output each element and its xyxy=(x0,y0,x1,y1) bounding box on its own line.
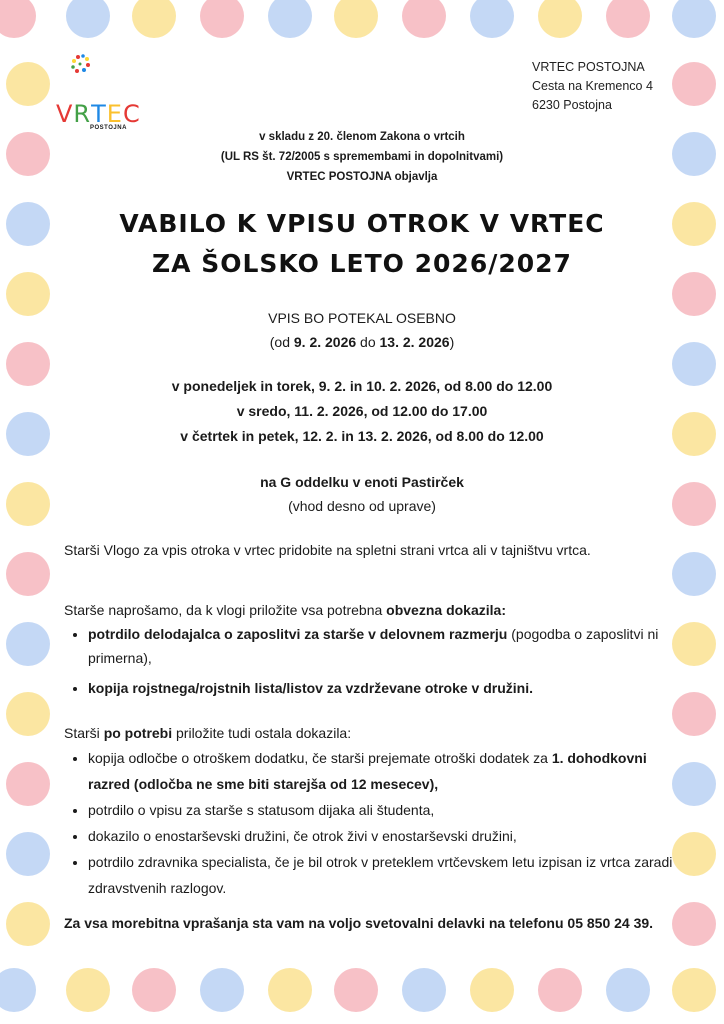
decor-dot xyxy=(268,0,312,38)
decor-dot xyxy=(672,552,716,596)
list-item xyxy=(88,745,676,797)
enrollment-heading: VPIS BO POTEKAL OSEBNO xyxy=(268,310,456,326)
required-list xyxy=(64,622,676,700)
decor-dot xyxy=(538,0,582,38)
list-item xyxy=(88,676,676,700)
optional-intro-text: Starši xyxy=(64,725,104,741)
vrtec-logo-icon xyxy=(62,54,112,94)
decor-dot xyxy=(606,0,650,38)
decor-dot xyxy=(672,622,716,666)
decor-dot xyxy=(6,762,50,806)
intro-line: v skladu z 20. členom Zakona o vrtcih xyxy=(259,131,465,143)
address-line: 6230 Postojna xyxy=(532,98,612,112)
enrollment-period xyxy=(0,306,724,354)
optional-documents xyxy=(64,721,676,901)
address-line: VRTEC POSTOJNA xyxy=(532,60,645,74)
list-item: • potrdilo o vpisu za starše s statusom dijaka ali študenta, xyxy=(88,797,676,823)
logo-letter: T xyxy=(91,100,107,128)
location-note: (vhod desno od uprave) xyxy=(288,498,436,514)
decor-dot xyxy=(672,968,716,1012)
decor-dot xyxy=(132,968,176,1012)
decor-dot xyxy=(200,0,244,38)
decor-dot xyxy=(132,0,176,38)
logo-letter: V xyxy=(56,100,74,128)
item-text: kopija odločbe o otroškem dodatku, če starši prejemate otroški dodatek za xyxy=(88,750,552,766)
range-to: 13. 2. 2026 xyxy=(379,334,450,350)
decor-dot xyxy=(672,762,716,806)
range-text: ) xyxy=(449,334,455,350)
contact-info: Za vsa morebitna vprašanja sta vam na voljo svetovalni delavki na telefonu 05 850 24 39. xyxy=(64,915,654,931)
list-item: • potrdilo zdravnika specialista, če je bil otrok v preteklem vrtčevskem letu izpisan iz vrtca zaradi zdravstvenih razlogov. xyxy=(88,849,676,901)
item-bold: 1. dohodkovni razred (odločba ne sme biti starejša od 12 mesecev), xyxy=(88,750,647,792)
page-title xyxy=(0,204,724,284)
decor-dot xyxy=(6,552,50,596)
required-intro-text: Starše naprošamo, da k vlogi priložite vsa potrebna xyxy=(64,602,387,618)
required-documents xyxy=(64,598,676,700)
optional-intro xyxy=(64,721,676,745)
range-text: do xyxy=(356,334,380,350)
address-line: Cesta na Kremenco 4 xyxy=(532,79,653,93)
decor-dot xyxy=(6,832,50,876)
location xyxy=(0,470,724,518)
decor-dot xyxy=(66,968,110,1012)
logo-letter: C xyxy=(122,100,141,128)
decor-dot xyxy=(6,62,50,106)
logo-letter: R xyxy=(73,100,92,128)
item-bold: potrdilo delodajalca o zaposlitvi za starše v delovnem razmerju xyxy=(88,626,508,642)
logo-wordmark xyxy=(56,100,141,128)
item-text: (pogodba o zaposlitvi ni primerna), xyxy=(88,626,659,666)
decor-dot xyxy=(0,0,36,38)
schedule-line: v četrtek in petek, 12. 2. in 13. 2. 2026, od 8.00 do 12.00 xyxy=(180,428,544,444)
decor-dot xyxy=(6,902,50,946)
location-name: na G oddelku v enoti Pastirček xyxy=(260,474,464,490)
decor-dot xyxy=(0,968,36,1012)
decor-dot xyxy=(538,968,582,1012)
list-item: • dokazilo o enostarševski družini, če otrok živi v enostarševski družini, xyxy=(88,823,676,849)
schedule-line: v sredo, 11. 2. 2026, od 12.00 do 17.00 xyxy=(236,403,488,419)
required-intro xyxy=(64,598,676,622)
decor-dot xyxy=(6,622,50,666)
decor-dot xyxy=(334,968,378,1012)
decor-dot xyxy=(672,902,716,946)
decor-dot xyxy=(268,968,312,1012)
item-bold: kopija rojstnega/rojstnih lista/listov za vzdrževane otroke v družini. xyxy=(88,680,533,696)
decor-dot xyxy=(6,692,50,736)
title-line: ZA ŠOLSKO LETO 2026/2027 xyxy=(152,249,572,278)
decor-dot xyxy=(672,832,716,876)
decor-dot xyxy=(402,968,446,1012)
decor-dot xyxy=(606,968,650,1012)
decor-dot xyxy=(672,692,716,736)
logo-subtitle: POSTOJNA xyxy=(90,125,127,131)
application-info: Starši Vlogo za vpis otroka v vrtec pridobite na spletni strani vrtca ali v tajništvu vrtca. xyxy=(64,542,591,558)
decor-dot xyxy=(200,968,244,1012)
list-item xyxy=(88,622,676,670)
decor-dot xyxy=(672,0,716,38)
optional-intro-bold: po potrebi xyxy=(103,725,173,741)
title-line: VABILO K VPISU OTROK V VRTEC xyxy=(119,209,605,238)
decor-dot xyxy=(66,0,110,38)
required-intro-bold: obvezna dokazila: xyxy=(386,602,506,618)
address-block xyxy=(532,58,653,115)
logo-letter: E xyxy=(106,100,123,128)
range-from: 9. 2. 2026 xyxy=(293,334,357,350)
schedule-line: v ponedeljek in torek, 9. 2. in 10. 2. 2026, od 8.00 do 12.00 xyxy=(171,378,553,394)
optional-intro-text: priložite tudi ostala dokazila: xyxy=(172,725,352,741)
range-text: (od xyxy=(269,334,294,350)
decor-dot xyxy=(334,0,378,38)
optional-list xyxy=(64,745,676,901)
legal-intro xyxy=(0,127,724,187)
intro-line: (UL RS št. 72/2005 s spremembami in dopolnitvami) xyxy=(220,151,504,163)
decor-dot xyxy=(672,62,716,106)
decor-dot xyxy=(402,0,446,38)
schedule xyxy=(0,374,724,449)
decor-dot xyxy=(470,0,514,38)
decor-dot xyxy=(470,968,514,1012)
enrollment-range xyxy=(0,330,724,354)
intro-line: VRTEC POSTOJNA objavlja xyxy=(286,171,438,183)
